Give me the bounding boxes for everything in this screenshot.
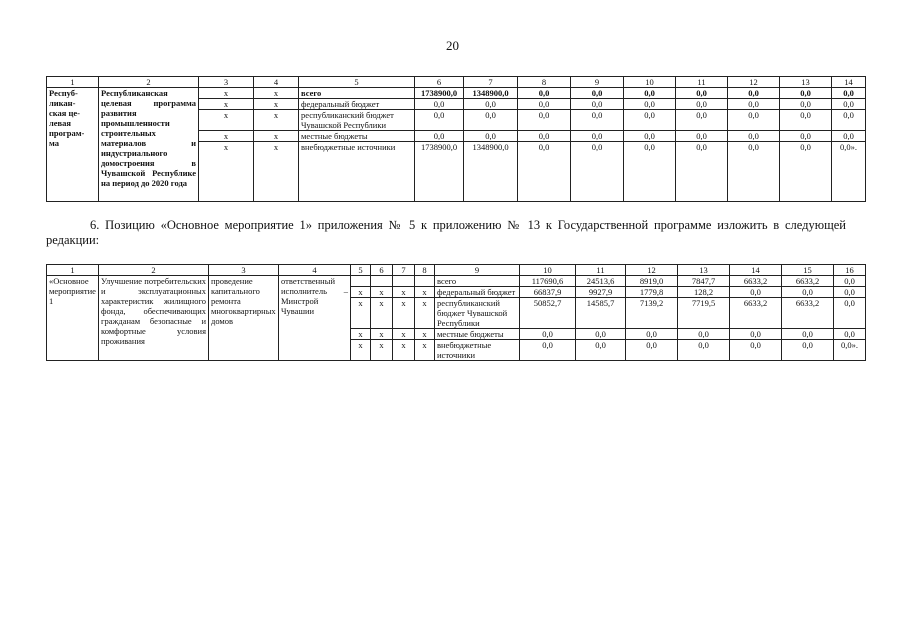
table-cell: 0,0 <box>780 88 832 99</box>
column-header: 4 <box>279 265 351 276</box>
table-cell: 0,0». <box>832 142 866 202</box>
column-header: 8 <box>415 265 435 276</box>
table-cell: х <box>199 131 254 142</box>
table-cell: 0,0 <box>571 99 624 110</box>
table-cell: х <box>415 329 435 340</box>
table-cell: 0,0 <box>834 287 866 298</box>
table-cell: 0,0 <box>678 340 730 361</box>
table-cell: федеральный бюджет <box>299 99 415 110</box>
table-cell: 0,0 <box>730 340 782 361</box>
table-cell: х <box>199 88 254 99</box>
table-cell: 0,0». <box>834 340 866 361</box>
table-cell: 1738900,0 <box>415 88 464 99</box>
column-header: 14 <box>832 77 866 88</box>
table-cell: 7139,2 <box>626 298 678 329</box>
table-cell: 0,0 <box>576 340 626 361</box>
table-cell: 7847,7 <box>678 276 730 287</box>
table-cell: 8919,0 <box>626 276 678 287</box>
table-cell: 0,0 <box>464 99 518 110</box>
table-cell: внебюджетные источники <box>299 142 415 202</box>
column-header: 7 <box>393 265 415 276</box>
table-cell: х <box>371 329 393 340</box>
column-header: 9 <box>435 265 520 276</box>
table-cell: 0,0 <box>576 329 626 340</box>
table-cell: 0,0 <box>571 88 624 99</box>
table-cell: 0,0 <box>464 110 518 131</box>
column-header: 3 <box>199 77 254 88</box>
table-cell: 24513,6 <box>576 276 626 287</box>
column-header: 1 <box>47 77 99 88</box>
table-cell: 6633,2 <box>730 276 782 287</box>
table-cell: 0,0 <box>624 142 676 202</box>
table-cell: х <box>254 99 299 110</box>
table-cell: 66837,9 <box>520 287 576 298</box>
table-cell: х <box>351 298 371 329</box>
column-header: 2 <box>99 77 199 88</box>
table-cell: 9927,9 <box>576 287 626 298</box>
table-cell: 0,0 <box>571 110 624 131</box>
table-cell: 6633,2 <box>782 298 834 329</box>
column-header: 13 <box>678 265 730 276</box>
table-cell: х <box>254 88 299 99</box>
table-cell: 0,0 <box>730 287 782 298</box>
table-cell: местные бюджеты <box>299 131 415 142</box>
table-cell: 0,0 <box>518 142 571 202</box>
column-header: 10 <box>624 77 676 88</box>
table-cell: 117690,6 <box>520 276 576 287</box>
table-cell: 0,0 <box>626 329 678 340</box>
table-cell: х <box>371 340 393 361</box>
table2-name-cell: Улучшение потребительских и эксплуатационных характеристик жилищного фонда, обеспечивающих гражданам безопасные и комфортные условия проживания <box>99 276 209 361</box>
table-cell: внебюджетные источники <box>435 340 520 361</box>
column-header: 3 <box>209 265 279 276</box>
column-header: 7 <box>464 77 518 88</box>
table-cell: х <box>254 142 299 202</box>
table-cell: 0,0 <box>518 131 571 142</box>
table-cell: х <box>393 287 415 298</box>
table-cell: 0,0 <box>782 287 834 298</box>
table-cell: 0,0 <box>415 131 464 142</box>
table-cell: местные бюджеты <box>435 329 520 340</box>
table-cell: х <box>415 298 435 329</box>
table-cell: 0,0 <box>624 88 676 99</box>
page-number: 20 <box>446 38 459 53</box>
table-cell: 0,0 <box>832 88 866 99</box>
table-cell: 1348900,0 <box>464 88 518 99</box>
table-cell: х <box>199 142 254 202</box>
table-row <box>47 276 866 287</box>
table-cell: 0,0 <box>571 131 624 142</box>
table-cell: 0,0 <box>780 131 832 142</box>
table-cell: х <box>371 298 393 329</box>
table-cell <box>393 276 415 287</box>
table-cell: 0,0 <box>676 131 728 142</box>
table-cell: 0,0 <box>624 131 676 142</box>
table-cell: 0,0 <box>782 340 834 361</box>
table-cell: 0,0 <box>676 110 728 131</box>
column-header: 2 <box>99 265 209 276</box>
table1-header-row <box>47 77 866 88</box>
budget-table-1 <box>46 76 866 202</box>
table-cell: 0,0 <box>626 340 678 361</box>
column-header: 6 <box>371 265 393 276</box>
column-header: 10 <box>520 265 576 276</box>
table-cell: 0,0 <box>728 88 780 99</box>
table-cell: 6633,2 <box>782 276 834 287</box>
table-cell: х <box>351 287 371 298</box>
table-cell: 0,0 <box>676 142 728 202</box>
column-header: 5 <box>351 265 371 276</box>
budget-table-2 <box>46 264 866 361</box>
table2-executor-cell: ответственный исполнитель – Минстрой Чувашии <box>279 276 351 361</box>
column-header: 8 <box>518 77 571 88</box>
column-header: 9 <box>571 77 624 88</box>
table-cell: 0,0 <box>520 329 576 340</box>
table-cell <box>371 276 393 287</box>
table-cell: 0,0 <box>676 99 728 110</box>
table-cell: республиканский бюджет Чувашской Республики <box>435 298 520 329</box>
table-row <box>47 88 866 99</box>
table-cell: 0,0 <box>780 110 832 131</box>
table-cell: 0,0 <box>834 298 866 329</box>
table-cell <box>415 276 435 287</box>
table-cell: 0,0 <box>780 99 832 110</box>
table-cell: 0,0 <box>780 142 832 202</box>
table-cell: х <box>393 298 415 329</box>
table-cell: 1779,8 <box>626 287 678 298</box>
table-cell: х <box>415 287 435 298</box>
table-cell <box>351 276 371 287</box>
table-cell: 0,0 <box>832 110 866 131</box>
table-cell: 0,0 <box>728 142 780 202</box>
table2-header-row <box>47 265 866 276</box>
column-header: 5 <box>299 77 415 88</box>
table-cell: 0,0 <box>518 88 571 99</box>
table-cell: 7719,5 <box>678 298 730 329</box>
table-cell: 0,0 <box>518 99 571 110</box>
table-cell: 0,0 <box>624 99 676 110</box>
table-cell: 0,0 <box>678 329 730 340</box>
column-header: 13 <box>780 77 832 88</box>
table-cell: 0,0 <box>415 110 464 131</box>
table-cell: х <box>415 340 435 361</box>
table-cell: х <box>254 131 299 142</box>
table-cell: 50852,7 <box>520 298 576 329</box>
table-cell: 1738900,0 <box>415 142 464 202</box>
table-cell: 14585,7 <box>576 298 626 329</box>
table-cell: 0,0 <box>728 110 780 131</box>
table-cell: всего <box>435 276 520 287</box>
table-cell: 128,2 <box>678 287 730 298</box>
table-cell: 0,0 <box>832 131 866 142</box>
table-cell: 0,0 <box>518 110 571 131</box>
table-cell: 6633,2 <box>730 298 782 329</box>
table-cell: республиканский бюджет Чувашской Республики <box>299 110 415 131</box>
column-header: 15 <box>782 265 834 276</box>
table-cell: 0,0 <box>520 340 576 361</box>
table2-status-cell: «Основное мероприятие 1 <box>47 276 99 361</box>
table-cell: 0,0 <box>782 329 834 340</box>
table1-status-cell: Респуб- ликан- ская це- левая програм- ма <box>47 88 99 202</box>
table-cell: х <box>254 110 299 131</box>
table2-goal-cell: проведение капитального ремонта многоквартирных домов <box>209 276 279 361</box>
table-cell: 0,0 <box>728 99 780 110</box>
column-header: 11 <box>676 77 728 88</box>
table-cell: 0,0 <box>834 276 866 287</box>
column-header: 16 <box>834 265 866 276</box>
table-cell: 0,0 <box>730 329 782 340</box>
column-header: 6 <box>415 77 464 88</box>
column-header: 11 <box>576 265 626 276</box>
table-cell: 0,0 <box>834 329 866 340</box>
table-cell: х <box>393 340 415 361</box>
table-cell: 0,0 <box>415 99 464 110</box>
table-cell: х <box>199 110 254 131</box>
table-cell: 0,0 <box>624 110 676 131</box>
table-cell: 0,0 <box>464 131 518 142</box>
table-cell: 0,0 <box>728 131 780 142</box>
table-cell: 0,0 <box>832 99 866 110</box>
column-header: 1 <box>47 265 99 276</box>
table-cell: х <box>393 329 415 340</box>
table-cell: х <box>199 99 254 110</box>
table-cell: х <box>371 287 393 298</box>
column-header: 14 <box>730 265 782 276</box>
table-cell: всего <box>299 88 415 99</box>
table-cell: 0,0 <box>571 142 624 202</box>
column-header: 12 <box>728 77 780 88</box>
table1-name-cell: Республиканская целевая программа развития промышленности строительных материалов и индустриального домостроения в Чувашской Республике на период до 2020 года <box>99 88 199 202</box>
table-cell: х <box>351 340 371 361</box>
table-cell: 1348900,0 <box>464 142 518 202</box>
column-header: 4 <box>254 77 299 88</box>
table-cell: 0,0 <box>676 88 728 99</box>
table-cell: федеральный бюджет <box>435 287 520 298</box>
table-cell: х <box>351 329 371 340</box>
column-header: 12 <box>626 265 678 276</box>
instruction-paragraph: 6. Позицию «Основное мероприятие 1» приложения № 5 к приложению № 13 к Государственной программе изложить в следующей редакции: <box>46 218 846 247</box>
